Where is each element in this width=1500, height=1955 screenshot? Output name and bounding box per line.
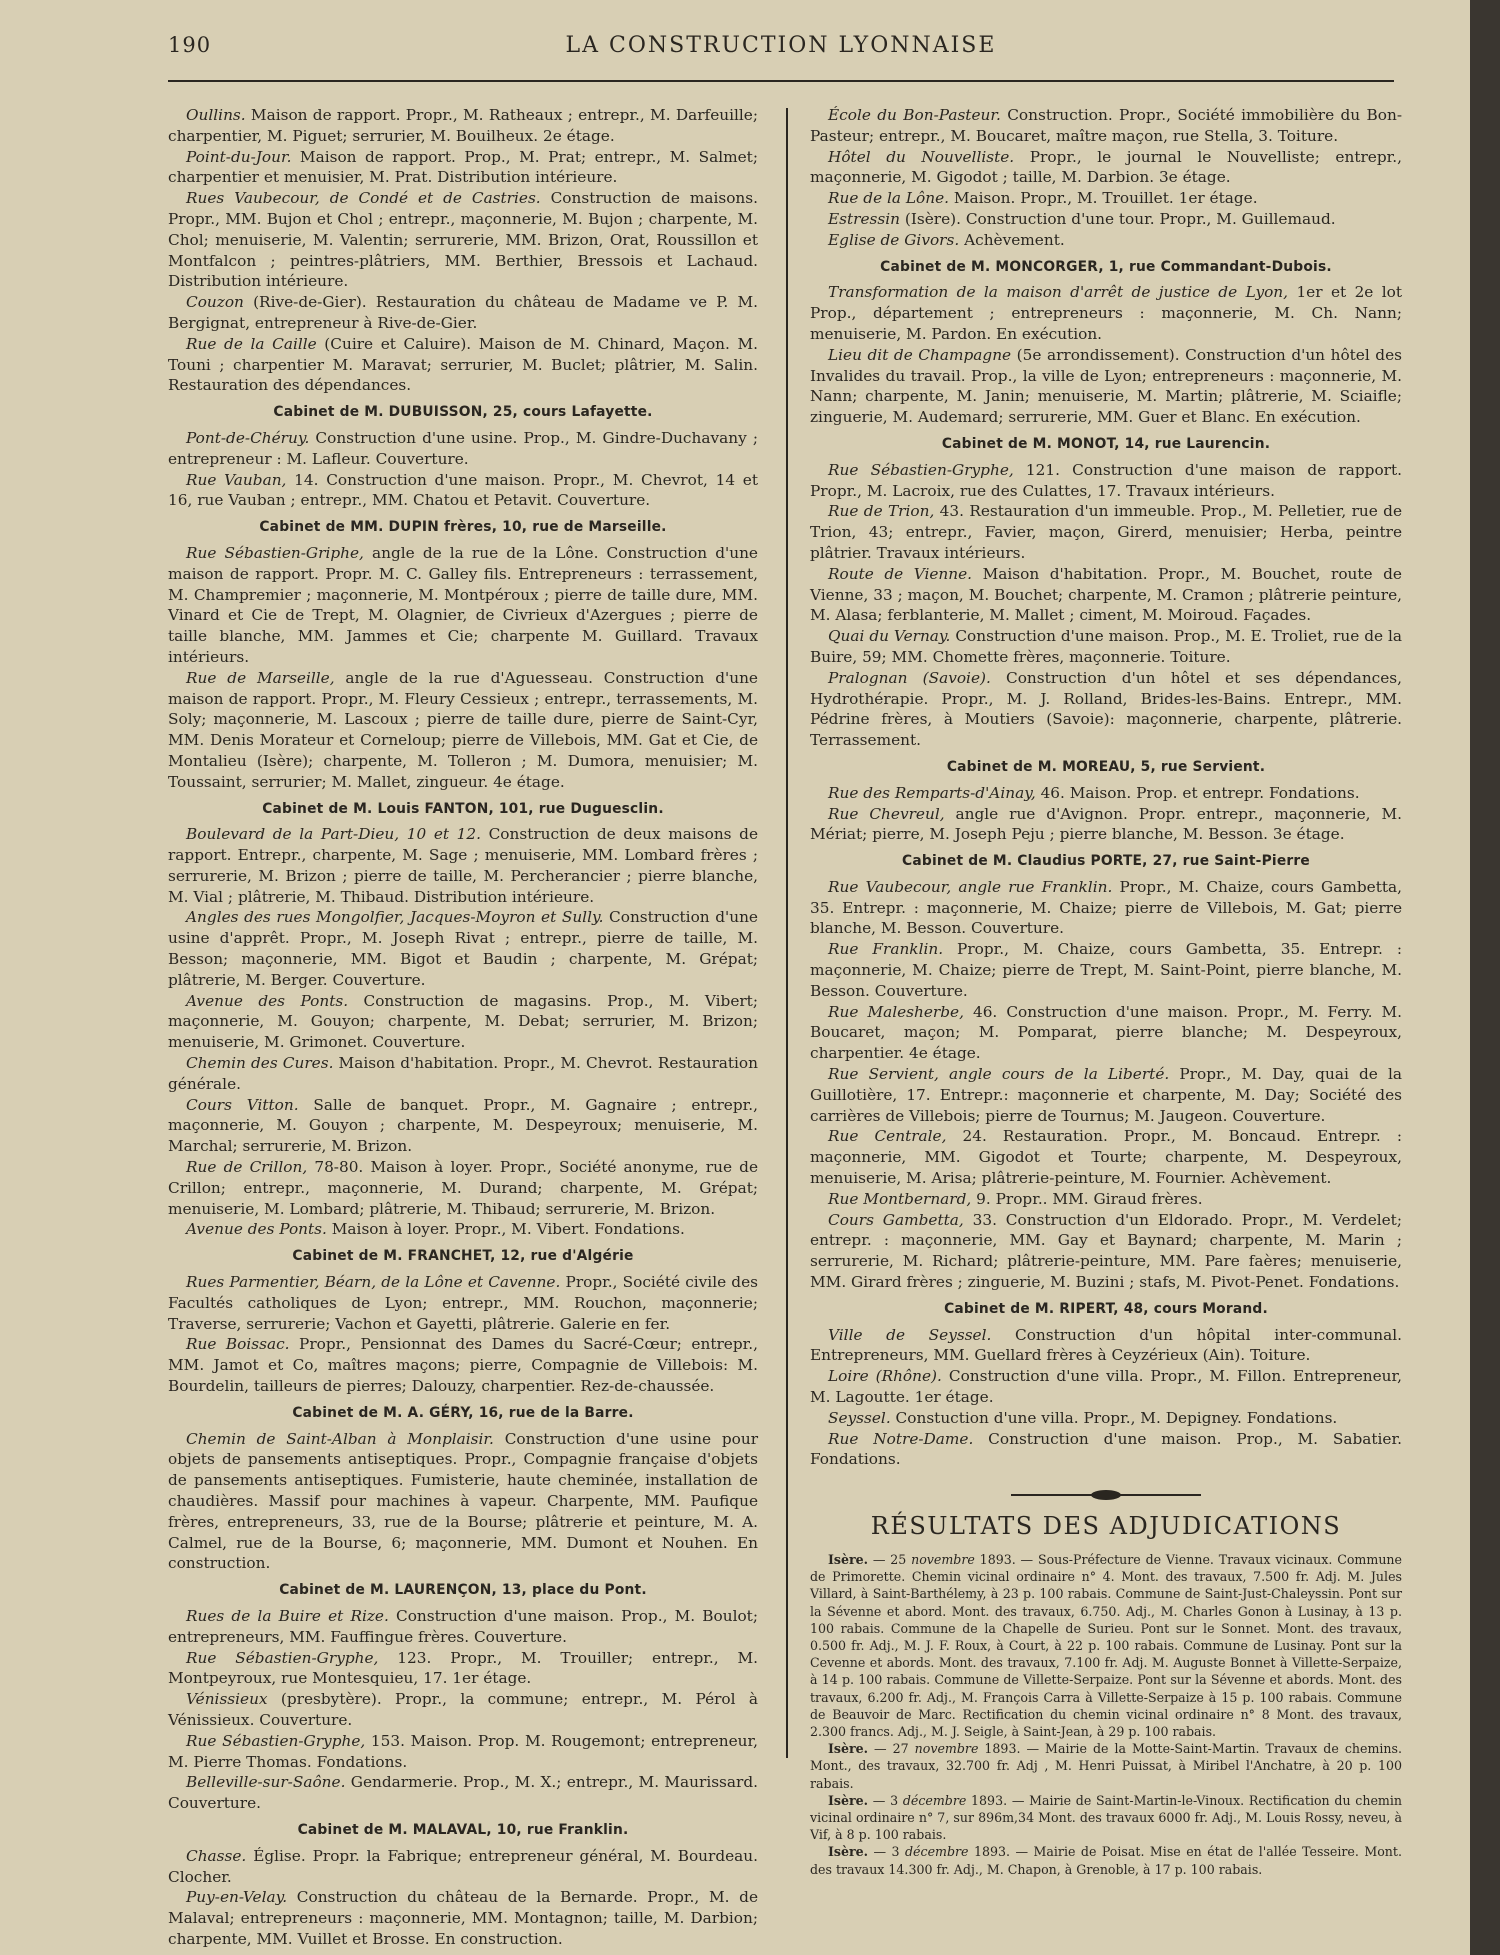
entry-place: Rue des Remparts-d'Ainay, [828,783,1036,802]
entry-text: 78-80. Maison à loyer. Propr., Société anonyme, rue de Crillon; entrepr., maçonnerie, M. Durand; charpente, M. Grépat; menuiserie, M. Lombard; plâtrerie, M. Thibaud; serrurerie, M. Brizon. [168,1158,758,1218]
page-header [168,33,1394,63]
cabinet-heading: Cabinet de MM. DUPIN frères, 10, rue de Marseille. [259,519,667,536]
entry-place: Rue de Trion, [828,502,935,521]
entry-text: Gendarmerie. Prop., M. X.; entrepr., M. Maurissard. Couverture. [168,1773,758,1813]
result-sep: — 3 [868,1844,905,1860]
entry-place: Rue de Marseille, [186,668,335,687]
entry-place: Pralognan (Savoie). [828,668,991,687]
cabinet-heading: Cabinet de M. FRANCHET, 12, rue d'Algérie [292,1248,634,1265]
entry-text: Construction de magasins. Prop., M. Vibert; maçonnerie, M. Gouyon; charpente, M. Debat; serrurier, M. Brizon; menuiserie, M. Grimonet. Couverture. [168,991,758,1052]
result-dept: Isère. [828,1741,869,1757]
cabinet-heading: Cabinet de M. MALAVAL, 10, rue Franklin. [297,1821,629,1838]
entry-text: Achèvement. [959,230,1065,249]
result-date: décembre [905,1844,969,1860]
entry-place: Angles des rues Mongolfier, Jacques-Moyron et Sully. [186,908,604,927]
entry-place: Rue Sébastien-Gryphe, [828,460,1014,479]
entry-place: Rue Vaubecour, angle rue Franklin. [828,877,1113,896]
work-entry [810,668,1402,751]
column-divider [786,108,788,1758]
cabinet-heading: Cabinet de M. MONCORGER, 1, rue Commandant-Dubois. [880,258,1332,275]
entry-text: Construction de maisons. Propr., MM. Bujon et Chol ; entrepr., maçonnerie, M. Bujon ; charpente, M. Chol; menuiserie, M. Valentin; serrurerie, MM. Brizon, Orat, Roussillon et Montfalcon ; peintres-plâtriers, MM. Berthier, Bressois et Lachaud. Distribution intérieure. [168,189,758,291]
entry-text: 121. Construction d'une maison de rapport. Propr., M. Lacroix, rue des Culattes, 17. Travaux intérieurs. [810,460,1402,500]
result-entry [810,1843,1402,1877]
entry-text: Maison de rapport. Propr., M. Ratheaux ; entrepr., M. Darfeuille; charpentier, M. Piguet; serrurier, M. Bouilheux. 2e étage. [168,106,758,145]
result-text: 1893. — Sous-Préfecture de Vienne. Travaux vicinaux. Commune de Primorette. Chemin vicinal ordinaire n° 4. Mont. des travaux, 7.500 fr. Adj. M. Jules Villard, à Saint-Barthélemy, à 23 p. 100 rabais. Commune de Saint-Just-Chaleyssin. Pont sur la Sévenne et abord. Mont. des travaux, 6.750. Adj., M. Charles Gonon à Lusinay, à 13 p. 100 rabais. Commune de la Chapelle de Surieu. Pont sur le Sonnet. Mont. des travaux, 0.500 fr. Adj., M. J. F. Roux, à Court, à 22 p. 100 rabais. Commune de Lusinay. Pont sur la Cevenne et abords. Mont. des travaux, 7.100 fr. Adj. M. Auguste Bonnet à Villette-Serpaize, à 14 p. 100 rabais. Commune de Villette-Serpaize. Pont sur la Sévenne et abords. Mont. des travaux, 6.200 fr. Adj., M. François Carra à Villette-Serpaize à 15 p. 100 rabais. Commune de Beauvoir de Marc. Rectification du chemin vicinal ordinaire n° 8 Mont. des travaux, 2.300 francs. Adj., M. J. Seigle, à Saint-Jean, à 29 p. 100 rabais. [810,1552,1402,1740]
entry-place: Rue Vauban, [186,470,287,489]
entry-text: angle de la rue de la Lône. Construction d'une maison de rapport. Propr. M. C. Galley fils. Entrepreneurs : terrassement, M. Champremier ; maçonnerie, M. Montpéroux ; pierre de taille dure, MM. Vinard et Cie de Trept, M. Olagnier, de Civrieux d'Azergues ; pierre de taille blanche, MM. Jammes et Cie; charpente M. Guillard. Travaux intérieurs. [168,543,758,666]
cabinet-heading: Cabinet de M. A. GÉRY, 16, rue de la Barre. [292,1404,634,1421]
entry-text: 46. Maison. Prop. et entrepr. Fondations. [1035,783,1360,802]
entry-text: Construction d'une usine. Prop., M. Gindre-Duchavany ; entrepreneur : M. Lafleur. Couverture. [168,428,758,468]
left-column [168,105,758,1950]
entry-text: Construction d'un hôpital inter-communal. Entrepreneurs, MM. Guellard frères à Ceyzérieux (Ain). Toiture. [810,1325,1402,1365]
entry-place: Point-du-Jour. [186,147,292,166]
entry-text: Propr., M. Chaize, cours Gambetta, 35. Entrepr. : maçonnerie, M. Chaize; pierre de Trept, M. Saint-Point, pierre blanche, M. Besson. Couverture. [810,940,1403,1000]
work-entry [168,188,758,292]
entry-place: Rue de la Lône. [828,189,950,208]
entry-text: Maison à loyer. Propr., M. Vibert. Fondations. [326,1220,685,1239]
entry-text: (Isère). Construction d'une tour. Propr., M. Guillemaud. [899,209,1336,228]
entry-place: Rue Chevreul, [828,804,945,823]
entry-place: Couzon [186,293,244,312]
entry-text: Construction d'une usine d'apprêt. Propr., M. Joseph Rivat ; entrepr., pierre de taille, M. Besson; maçonnerie, MM. Bigot et Baudin ; charpente, M. Grépat; plâtrerie, M. Berger. Couverture. [168,908,758,989]
entry-text: 43. Restauration d'un immeuble. Prop., M. Pelletier, rue de Trion, 43; entrepr., Favier, maçon, Girerd, menuisier; Herba, peintre plâtrier. Travaux intérieurs. [810,502,1402,562]
result-entry [810,1551,1402,1740]
entry-text: Propr., le journal le Nouvelliste; entrepr., maçonnerie, M. Gigodot ; taille, M. Darbion. 3e étage. [810,147,1402,187]
work-entry [168,824,758,907]
result-sep: — 25 [868,1552,912,1567]
result-sep: — 3 [868,1792,903,1808]
entry-text: 1er et 2e lot Prop., département ; entrepreneurs : maçonnerie, M. Ch. Nann; menuiserie, M. Pardon. En exécution. [810,283,1403,343]
result-text: 1893. — Mairie de la Motte-Saint-Martin. Travaux de chemins. Mont., des travaux, 32.700 fr. Adj , M. Henri Puissat, à Miribel l'Anchatre, à 20 p. 100 rabais. [810,1741,1402,1791]
work-entry [168,1772,758,1814]
work-entry [810,1126,1402,1188]
entry-place: Ville de Seyssel. [828,1325,992,1344]
work-entry [168,1157,758,1219]
entry-place: Boulevard de la Part-Dieu, 10 et 12. [186,825,481,844]
entry-place: Cours Vitton. [186,1095,299,1114]
entry-place: Oullins. [186,106,246,124]
entry-place: Rue Sébastien-Griphe, [186,543,364,562]
work-entry [810,626,1402,668]
entry-place: Chemin des Cures. [186,1054,334,1073]
work-entry [168,1053,758,1095]
entry-place: Eglise de Givors. [828,230,960,249]
result-entry [810,1792,1402,1844]
entry-text: Salle de banquet. Propr., M. Gagnaire ; entrepr., maçonnerie, M. Gouyon ; charpente, M. Despeyroux; menuiserie, M. Marchal; serrurerie, M. Brizon. [168,1095,758,1156]
entry-text: Propr., M. Day, quai de la Guillotière, 17. Entrepr.: maçonnerie et charpente, M. Day; Société des carrières de Villebois; pierre de Tournus; M. Jaugeon. Couverture. [810,1065,1402,1125]
entry-text: Construction d'une maison. Prop., M. Sabatier. Fondations. [810,1429,1402,1469]
entry-text: 153. Maison. Prop. M. Rougemont; entrepreneur, M. Pierre Thomas. Fondations. [168,1731,758,1771]
cabinet-heading: Cabinet de M. Louis FANTON, 101, rue Duguesclin. [262,800,664,817]
work-entry [168,907,758,990]
result-text: 1893. — Mairie de Saint-Martin-le-Vinoux. Rectification du chemin vicinal ordinaire n° 7, sur 896m,34 Mont. des travaux 6000 fr. Adj., M. Louis Rossy, neveu, à Vif, à 8 p. 100 rabais. [810,1792,1402,1843]
work-entry [810,345,1402,428]
entry-place: Rue Sébastien-Gryphe, [186,1648,379,1667]
entry-place: Rues de la Buire et Rize. [186,1606,389,1625]
entry-text: 24. Restauration. Propr., M. Boncaud. Entrepr. : maçonnerie, MM. Gigodot et Tourte; charpente, M. Despeyroux, menuiserie, M. Arisa; plâtrerie-peinture, M. Fournier. Achèvement. [810,1127,1402,1188]
work-entry [810,1408,1402,1429]
entry-text: Église. Propr. la Fabrique; entrepreneur général, M. Bourdeau. Clocher. [168,1846,758,1886]
entry-text: Maison de rapport. Prop., M. Prat; entrepr., M. Salmet; charpentier et menuisier, M. Prat. Distribution intérieure. [168,147,758,187]
results-title: RÉSULTATS DES ADJUDICATIONS [870,1512,1342,1541]
entry-place: Rue Notre-Dame. [828,1429,974,1448]
entry-place: Chemin de Saint-Alban à Monplaisir. [186,1429,494,1448]
work-entry [810,209,1402,230]
entry-place: Rue Centrale, [828,1127,947,1146]
work-entry [168,1648,758,1690]
work-entry [810,939,1402,1001]
right-column-wrapper [810,105,1402,1878]
entry-text: Propr., M. Chaize, cours Gambetta, 35. Entrepr. : maçonnerie, M. Chaize; pierre de Villebois, M. Gat; pierre blanche, M. Besson. Couverture. [810,877,1402,938]
work-entry [810,147,1402,189]
entry-text: Constuction d'une villa. Propr., M. Depigney. Fondations. [890,1408,1338,1427]
entry-place: Rue Boissac. [186,1335,290,1354]
work-entry [810,188,1402,209]
header-rule [168,80,1394,82]
work-entry [168,1429,758,1575]
work-entry [810,105,1402,147]
work-entry [168,428,758,470]
entry-place: Rue Malesherbe, [828,1002,964,1021]
work-entry [168,1219,758,1240]
work-entry [168,1334,758,1396]
work-entry [810,877,1402,939]
entry-text: (presbytère). Propr., la commune; entrepr., M. Pérol à Vénissieux. Couverture. [168,1690,758,1729]
work-entry [168,1887,758,1949]
cabinet-heading: Cabinet de M. DUBUISSON, 25, cours Lafayette. [273,404,653,421]
work-entry [168,1731,758,1773]
cabinet-heading: Cabinet de M. LAURENÇON, 13, place du Pont. [279,1582,647,1599]
work-entry [168,1689,758,1731]
entry-place: Puy-en-Velay. [186,1888,288,1907]
entry-place: Avenue des Ponts. [186,1220,327,1239]
entry-text: Propr., Société civile des Facultés catholiques de Lyon; entrepr., MM. Rouchon, maçonnerie; Traverse, serrurerie; Vachon et Gayetti, plâtrerie. Galerie en fer. [168,1273,759,1333]
entry-place: École du Bon-Pasteur. [828,106,1001,124]
work-entry [168,105,758,147]
entry-place: Loire (Rhône). [828,1367,942,1386]
entry-text: (5e arrondissement). Construction d'un hôtel des Invalides du travail. Prop., la ville de Lyon; entrepreneurs : maçonnerie, M. Nann; charpente, M. Janin; menuiserie, M. Martin; plâtrerie, M. Sciaifle; zinguerie, M. Audemard; serrurerie, MM. Guer et Blanc. En exécution. [810,345,1402,427]
entry-place: Seyssel. [828,1408,891,1427]
work-entry [168,1846,758,1888]
entry-text: (Cuire et Caluire). Maison de M. Chinard, Maçon. M. Touni ; charpentier M. Maravat; serrurier, M. Buclet; plâtrier, M. Salin. Restauration des dépendances. [168,334,759,395]
entry-place: Avenue des Ponts. [186,991,349,1010]
cabinet-heading: Cabinet de M. MOREAU, 5, rue Servient. [946,758,1266,775]
work-entry [168,292,758,334]
entry-place: Route de Vienne. [828,564,973,583]
entry-place: Quai du Vernay. [828,627,951,646]
entry-place: Vénissieux [186,1690,268,1709]
work-entry [810,1210,1402,1293]
work-entry [810,564,1402,626]
work-entry [810,230,1402,251]
result-text: 1893. — Mairie de Poisat. Mise en état de l'allée Tesseire. Mont. des travaux 14.300 fr. Adj., M. Chapon, à Grenoble, à 17 p. 100 rabais. [810,1844,1402,1877]
work-entry [810,804,1402,846]
work-entry [168,543,758,668]
work-entry [810,1429,1402,1471]
work-entry [168,334,758,396]
entry-place: Hôtel du Nouvelliste. [828,147,1015,166]
entry-place: Rue de Crillon, [186,1158,308,1177]
entry-text: 14. Construction d'une maison. Propr., M. Chevrot, 14 et 16, rue Vauban ; entrepr., MM. Chatou et Petavit. Couverture. [168,470,758,510]
entry-text: (Rive-de-Gier). Restauration du château de Madame ve P. M. Bergignat, entrepreneur à Rive-de-Gier. [168,293,758,332]
entry-place: Transformation de la maison d'arrêt de justice de Lyon, [828,283,1289,302]
entry-place: Rue Franklin. [828,940,944,959]
cabinet-heading: Cabinet de M. RIPERT, 48, cours Morand. [944,1300,1268,1317]
result-entry [810,1740,1402,1792]
result-sep: — 27 [868,1741,915,1757]
entry-text: Construction du château de la Bernarde. Propr., M. de Malaval; entrepreneurs : maçonnerie, MM. Montagnon; taille, M. Darbion; charpente, MM. Vuillet et Brosse. En construction. [168,1888,758,1948]
entry-text: 123. Propr., M. Trouiller; entrepr., M. Montpeyroux, rue Montesquieu, 17. 1er étage. [168,1648,758,1688]
work-entry [168,668,758,793]
running-title: LA CONSTRUCTION LYONNAISE [565,33,997,58]
entry-text: Construction d'une villa. Propr., M. Fillon. Entrepreneur, M. Lagoutte. 1er étage. [810,1367,1402,1407]
entry-place: Chasse. [186,1846,247,1865]
entry-place: Cours Gambetta, [828,1210,964,1229]
entry-place: Rue Servient, angle cours de la Liberté. [828,1065,1170,1084]
entry-text: Construction d'une usine pour objets de pansements antiseptiques. Propr., Compagnie française d'objets de pansements antiseptiques. Fumisterie, haute cheminée, installation de chaudières. Massif pour machines à vapeur. Charpente, MM. Paufique frères, entrepreneurs, 33, rue de la Bourse; plâtrerie et peinture, M. A. Calmel, rue de la Bourse, 6; maçonnerie, MM. Dumont et Nouhen. En construction. [168,1429,759,1573]
entry-text: 46. Construction d'une maison. Propr., M. Ferry. M. Boucaret, maçon; M. Pomparat, pierre blanche; M. Despeyroux, charpentier. 4e étage. [810,1002,1402,1063]
work-entry [168,1606,758,1648]
entry-place: Belleville-sur-Saône. [186,1773,346,1792]
entry-text: Construction de deux maisons de rapport. Entrepr., charpente, M. Sage ; menuiserie, MM. Lombard frères ; serrurerie, M. Brizon ; pierre de taille, M. Percherancier ; pierre blanche, M. Vial ; plâtrerie, M. Thibaud. Distribution intérieure. [168,825,758,906]
entry-place: Estressin [828,209,900,228]
result-dept: Isère. [828,1844,869,1860]
work-entry [810,282,1402,344]
entry-text: Maison. Propr., M. Trouillet. 1er étage. [949,189,1258,208]
work-entry [168,991,758,1053]
work-entry [810,1366,1402,1408]
entry-text: Construction d'une maison. Prop., M. Boulot; entrepreneurs, MM. Fauffingue frères. Couverture. [168,1606,758,1646]
entry-place: Pont-de-Chéruy. [186,428,310,447]
work-entry [810,460,1402,502]
entry-text: angle rue d'Avignon. Propr. entrepr., maçonnerie, M. Mériat; pierre, M. Joseph Peju ; pierre blanche, M. Besson. 3e étage. [810,804,1402,844]
entry-place: Rue Sébastien-Gryphe, [186,1731,366,1750]
results-list [810,1551,1402,1878]
result-date: décembre [902,1792,967,1808]
page-edge [1470,0,1500,1955]
entry-place: Rue Montbernard, [828,1189,972,1208]
entry-text: angle de la rue d'Aguesseau. Construction d'une maison de rapport. Propr., M. Fleury Cessieux ; entrepr., terrassements, M. Soly; maçonnerie, M. Lascoux ; pierre de taille dure, pierre de Saint-Cyr, MM. Denis Morateur et Corneloup; pierre de Villebois, MM. Gat et Cie, de Montalieu (Isère); charpente, M. Tolleron ; M. Dumora, menuisier; M. Toussaint, serrurier; M. Mallet, zingueur. 4e étage. [168,668,758,791]
entry-place: Rues Parmentier, Béarn, de la Lône et Cavenne. [186,1273,561,1292]
work-entry [168,147,758,189]
cabinet-heading: Cabinet de M. Claudius PORTE, 27, rue Saint-Pierre [902,853,1310,870]
entry-text: Propr., Pensionnat des Dames du Sacré-Cœur; entrepr., MM. Jamot et Co, maîtres maçons; pierre, Compagnie de Villebois: M. Bourdelin, tailleurs de pierres; Dalouzy, charpentier. Rez-de-chaussée. [168,1335,758,1396]
result-dept: Isère. [828,1792,869,1808]
work-entry [810,1325,1402,1367]
entry-text: 9. Propr.. MM. Giraud frères. [971,1189,1203,1208]
entry-text: Construction. Propr., Société immobilière du Bon-Pasteur; entrepr., M. Boucaret, maître maçon, rue Stella, 3. Toiture. [810,106,1402,145]
right-column [810,105,1402,1470]
result-date: novembre [911,1552,975,1567]
work-entry [810,1189,1402,1210]
entry-place: Lieu dit de Champagne [828,345,1012,364]
entry-text: 33. Construction d'un Eldorado. Propr., M. Verdelet; entrepr. : maçonnerie, MM. Gay et Baynard; charpente, M. Marin ; serrurerie, M. Richard; plâtrerie-peinture, MM. Pare faères; menuiserie, MM. Girard frères ; zinguerie, M. Buzini ; stafs, M. Pivot-Penet. Fondations. [810,1210,1402,1292]
entry-place: Rue de la Caille [186,334,317,353]
entry-place: Rues Vaubecour, de Condé et de Castries. [186,189,541,208]
entry-text: Construction d'une maison. Prop., M. E. Troliet, rue de la Buire, 59; MM. Chomette frères, maçonnerie. Toiture. [810,627,1402,666]
work-entry [168,470,758,512]
cabinet-heading: Cabinet de M. MONOT, 14, rue Laurencin. [941,435,1271,452]
work-entry [168,1095,758,1157]
work-entry [810,1064,1402,1126]
work-entry [810,1002,1402,1064]
result-date: novembre [914,1741,979,1757]
entry-text: Maison d'habitation. Propr., M. Chevrot. Restauration générale. [168,1054,758,1093]
entry-text: Construction d'un hôtel et ses dépendances, Hydrothérapie. Propr., M. J. Rolland, Brides-les-Bains. Entrepr., MM. Pédrine frères, à Moutiers (Savoie): maçonnerie, charpente, plâtrerie. Terrassement. [810,668,1402,750]
section-ornament [1011,1488,1201,1502]
page-number: 190 [168,33,212,57]
entry-text: Maison d'habitation. Propr., M. Bouchet, route de Vienne, 33 ; maçon, M. Bouchet; charpente, M. Cramon ; plâtrerie peinture, M. Alasa; ferblanterie, M. Mallet ; ciment, M. Moiroud. Façades. [810,564,1402,625]
work-entry [810,501,1402,563]
work-entry [168,1272,758,1334]
work-entry [810,783,1402,804]
result-dept: Isère. [828,1552,869,1567]
